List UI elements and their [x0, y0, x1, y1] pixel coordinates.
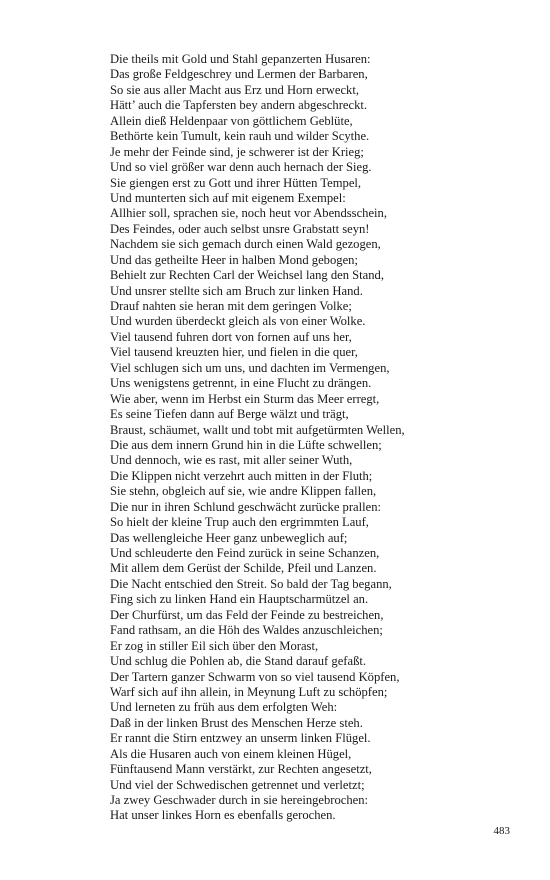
poem-line: Er rannt die Stirn entzwey an unserm linken Flügel.	[110, 731, 371, 746]
poem-line: Viel tausend fuhren dort von fornen auf uns her,	[110, 329, 352, 344]
poem-line: Der Tartern ganzer Schwarm von so viel tausend Köpfen,	[110, 669, 400, 684]
poem-line: Und viel der Schwedischen getrennet und verletzt;	[110, 777, 365, 792]
poem-line: Braust, schäumet, wallt und tobt mit aufgetürmten Wellen,	[110, 422, 405, 437]
poem-line: Daß in der linken Brust des Menschen Herze steh.	[110, 715, 363, 730]
poem-line: Ja zwey Geschwader durch in sie hereingebrochen:	[110, 793, 369, 807]
poem-line: Mit allem dem Gerüst der Schilde, Pfeil und Lanzen.	[110, 561, 377, 576]
poem-line: Nachdem sie sich gemach durch einen Wald gezogen,	[110, 237, 381, 252]
poem-line: Das wellengleiche Heer ganz unbeweglich auf;	[110, 530, 348, 545]
poem-line: Viel tausend kreuzten hier, und fielen in die quer,	[110, 345, 358, 360]
poem-line: Und so viel größer war denn auch hernach der Sieg.	[110, 160, 372, 175]
poem-line: Er zog in stiller Eil sich über den Morast,	[110, 638, 319, 653]
poem-text	[110, 52, 510, 824]
poem-line: Allein dieß Heldenpaar von göttlichem Geblüte,	[110, 113, 353, 128]
poem-line: Und schlug die Pohlen ab, die Stand darauf gefaßt.	[110, 654, 367, 669]
poem-line: Fünftausend Mann verstärkt, zur Rechten angesetzt,	[110, 762, 372, 777]
poem-line: So hielt der kleine Trup auch den ergrimmten Lauf,	[110, 515, 369, 530]
poem-line: Die Klippen nicht verzehrt auch mitten in der Fluth;	[110, 468, 373, 483]
poem-line: Sie stehn, obgleich auf sie, wie andre Klippen fallen,	[110, 484, 377, 499]
poem-line: Bethörte kein Tumult, kein rauh und wilder Scythe.	[110, 129, 370, 144]
poem-line: Drauf nahten sie heran mit dem geringen Volke;	[110, 299, 352, 313]
poem-line: Je mehr der Feinde sind, je schwerer ist der Krieg;	[110, 144, 364, 159]
poem-line: Und das getheilte Heer in halben Mond gebogen;	[110, 252, 358, 267]
poem-line: Und schleuderte den Feind zurück in seine Schanzen,	[110, 546, 380, 560]
poem-line: Allhier soll, sprachen sie, noch heut vor Abendsschein,	[110, 206, 388, 221]
poem-line: Die aus dem innern Grund hin in die Lüfte schwellen;	[110, 437, 382, 452]
poem-line: Die theils mit Gold und Stahl gepanzerten Husaren:	[110, 52, 371, 66]
poem-line: Fing sich zu linken Hand ein Hauptscharmützel an.	[110, 592, 369, 607]
poem-line: Fand rathsam, an die Höh des Waldes anzuschleichen;	[110, 623, 383, 638]
poem-line: Viel schlugen sich um uns, und dachten im Vermengen,	[110, 360, 390, 375]
poem-line: Und munterten sich auf mit eigenem Exempel:	[110, 190, 346, 205]
poem-line: Sie giengen erst zu Gott und ihrer Hütten Tempel,	[110, 175, 362, 190]
poem-line: Und wurden überdeckt gleich als von einer Wolke.	[110, 314, 366, 329]
poem-line: Hat unser linkes Horn es ebenfalls gerochen.	[110, 808, 336, 823]
poem-line: So sie aus aller Macht aus Erz und Horn erweckt,	[110, 82, 359, 97]
poem-line: Und lerneten zu früh aus dem erfolgten Weh:	[110, 700, 338, 715]
poem-line: Die nur in ihren Schlund geschwächt zurücke prallen:	[110, 499, 382, 514]
poem-line: Hätt’ auch die Tapfersten bey andern abgeschreckt.	[110, 98, 368, 113]
poem-line: Wie aber, wenn im Herbst ein Sturm das Meer erregt,	[110, 391, 380, 406]
poem-line: Uns wenigstens getrennt, in eine Flucht zu drängen.	[110, 376, 372, 391]
poem-line: Es seine Tiefen dann auf Berge wälzt und trägt,	[110, 407, 349, 422]
poem-line: Das große Feldgeschrey und Lermen der Barbaren,	[110, 67, 368, 82]
poem-line: Und unsrer stellte sich am Bruch zur linken Hand.	[110, 283, 363, 298]
poem-line: Behielt zur Rechten Carl der Weichsel lang den Stand,	[110, 268, 384, 283]
poem-line: Des Feindes, oder auch selbst unsre Grabstatt seyn!	[110, 221, 370, 236]
poem-line: Und dennoch, wie es rast, mit aller seiner Wuth,	[110, 453, 353, 468]
poem-line: Als die Husaren auch von einem kleinen Hügel,	[110, 746, 352, 761]
poem-line: Der Churfürst, um das Feld der Feinde zu bestreichen,	[110, 607, 384, 622]
page-number: 483	[493, 825, 510, 837]
poem-line: Warf sich auf ihn allein, in Meynung Luft zu schöpfen;	[110, 684, 388, 699]
poem-line: Die Nacht entschied den Streit. So bald der Tag begann,	[110, 576, 392, 591]
